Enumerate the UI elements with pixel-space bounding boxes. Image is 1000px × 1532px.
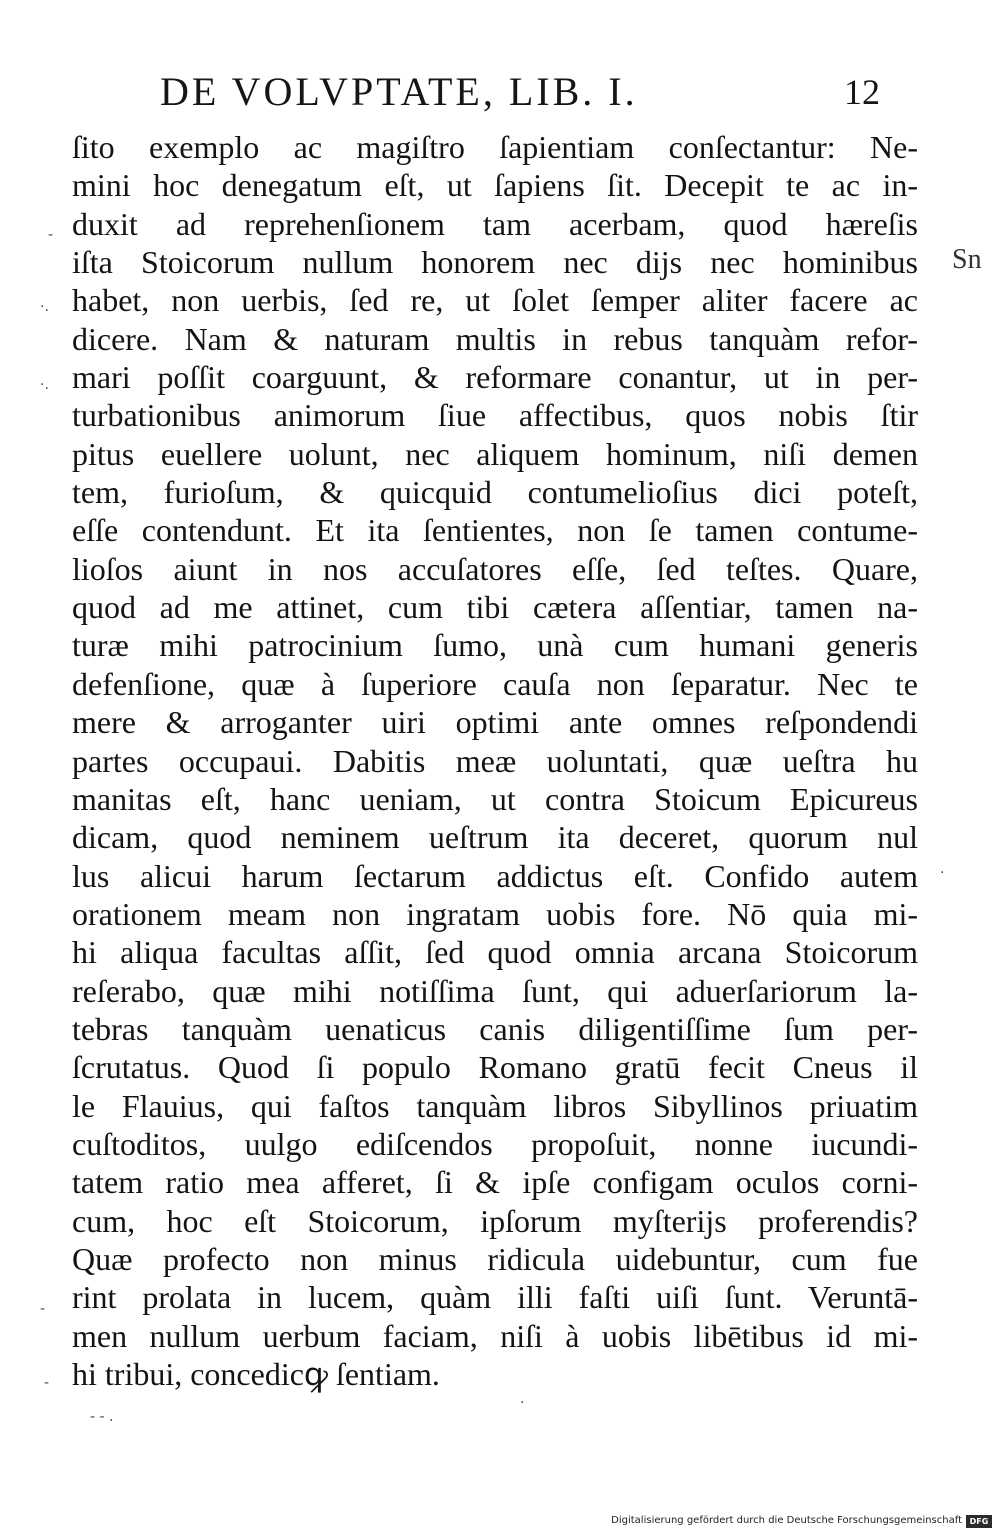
- text-line: eſſe contendunt. Et ita ſentientes, non ſe tamen contume-: [72, 512, 918, 549]
- text-line: manitas eſt, hanc ueniam, ut contra Stoicum Epicureus: [72, 780, 918, 817]
- text-line: habet, non uerbis, ſed re, ut ſolet ſemper aliter facere ac: [72, 282, 918, 319]
- text-line: ſcrutatus. Quod ſi populo Romano gratū fecit Cneus il: [72, 1049, 918, 1086]
- ink-speck: -: [44, 1375, 50, 1391]
- text-line: reſerabo, quæ mihi notiſſima ſunt, qui aduerſariorum la-: [72, 972, 918, 1009]
- text-line: le Flauius, qui faſtos tanquàm libros Sibyllinos priuatim: [72, 1087, 918, 1124]
- text-line: pitus euellere uolunt, nec aliquem hominum, niſi demen: [72, 435, 918, 472]
- running-head: [160, 70, 880, 120]
- text-line: orationem meam non ingratam uobis fore. Nō quia mi-: [72, 895, 918, 932]
- text-line: hi tribui, concedicꝙ ſentiam.: [72, 1356, 440, 1392]
- text-line: tem, furioſum, & quicquid contumelioſius dici poteſt,: [72, 474, 918, 511]
- text-line: mini hoc denegatum eſt, ut ſapiens ſit. Decepit te ac in-: [72, 167, 918, 204]
- ink-speck: .: [520, 1391, 525, 1407]
- text-line: tatem ratio mea afferet, ſi & ipſe configam oculos corni-: [72, 1164, 918, 1201]
- digitization-credit: [611, 1514, 992, 1528]
- ink-speck: .: [940, 861, 945, 877]
- ink-speck: ·.: [40, 299, 49, 315]
- text-line: cum, hoc eſt Stoicorum, ipſorum myſterijs proferendis?: [72, 1202, 918, 1239]
- body-text: [72, 128, 918, 1393]
- page-number: 12: [844, 72, 880, 112]
- text-line: defenſione, quæ à ſuperiore cauſa non ſeparatur. Nec te: [72, 665, 918, 702]
- text-line: dicere. Nam & naturam multis in rebus tanquàm refor-: [72, 320, 918, 357]
- text-line: cuſtoditos, uulgo ediſcendos propoſuit, nonne iucundi-: [72, 1125, 918, 1162]
- text-line: hi aliqua facultas aſſit, ſed quod omnia arcana Stoicorum: [72, 934, 918, 971]
- digitization-credit-text: Digitalisierung gefördert durch die Deutsche Forschungsgemeinschaft: [611, 1515, 962, 1526]
- running-head-title: DE VOLVPTATE, LIB. I.: [160, 69, 638, 114]
- text-line: dicam, quod neminem ueſtrum ita deceret, quorum nul: [72, 819, 918, 856]
- text-line: iſta Stoicorum nullum honorem nec dijs nec hominibus: [72, 244, 918, 281]
- text-line: quod ad me attinet, cum tibi cætera aſſentiar, tamen na-: [72, 589, 918, 626]
- text-line: ſito exemplo ac magiſtro ſapientiam conſectantur: Ne-: [72, 129, 918, 165]
- dfg-logo: DFG: [966, 1515, 992, 1528]
- text-line: Quæ profecto non minus ridicula uidebuntur, cum fue: [72, 1240, 918, 1277]
- text-line: mari poſſit coarguunt, & reformare conantur, ut in per-: [72, 359, 918, 396]
- text-line: lus alicui harum ſectarum addictus eſt. Confido autem: [72, 857, 918, 894]
- margin-note: Sn: [952, 244, 982, 275]
- ink-speck: - - .: [90, 1409, 114, 1425]
- text-line: rint prolata in lucem, quàm illi faſti uiſi ſunt. Veruntā-: [72, 1279, 918, 1316]
- text-line: partes occupaui. Dabitis meæ uoluntati, quæ ueſtra hu: [72, 742, 918, 779]
- text-line: turæ mihi patrocinium ſumo, unà cum humani generis: [72, 627, 918, 664]
- text-line: duxit ad reprehenſionem tam acerbam, quod hæreſis: [72, 205, 918, 242]
- text-line: men nullum uerbum faciam, niſi à uobis libētibus id mi-: [72, 1317, 918, 1354]
- text-line: mere & arroganter uiri optimi ante omnes reſpondendi: [72, 704, 918, 741]
- text-line: tebras tanquàm uenaticus canis diligentiſſime ſum per-: [72, 1010, 918, 1047]
- ink-speck: -: [40, 1301, 46, 1317]
- text-line: turbationibus animorum ſiue affectibus, quos nobis ſtir: [72, 397, 918, 434]
- text-line: lioſos aiunt in nos accuſatores eſſe, ſed teſtes. Quare,: [72, 550, 918, 587]
- ink-speck: ·.: [40, 377, 49, 393]
- ink-speck: -: [48, 227, 54, 243]
